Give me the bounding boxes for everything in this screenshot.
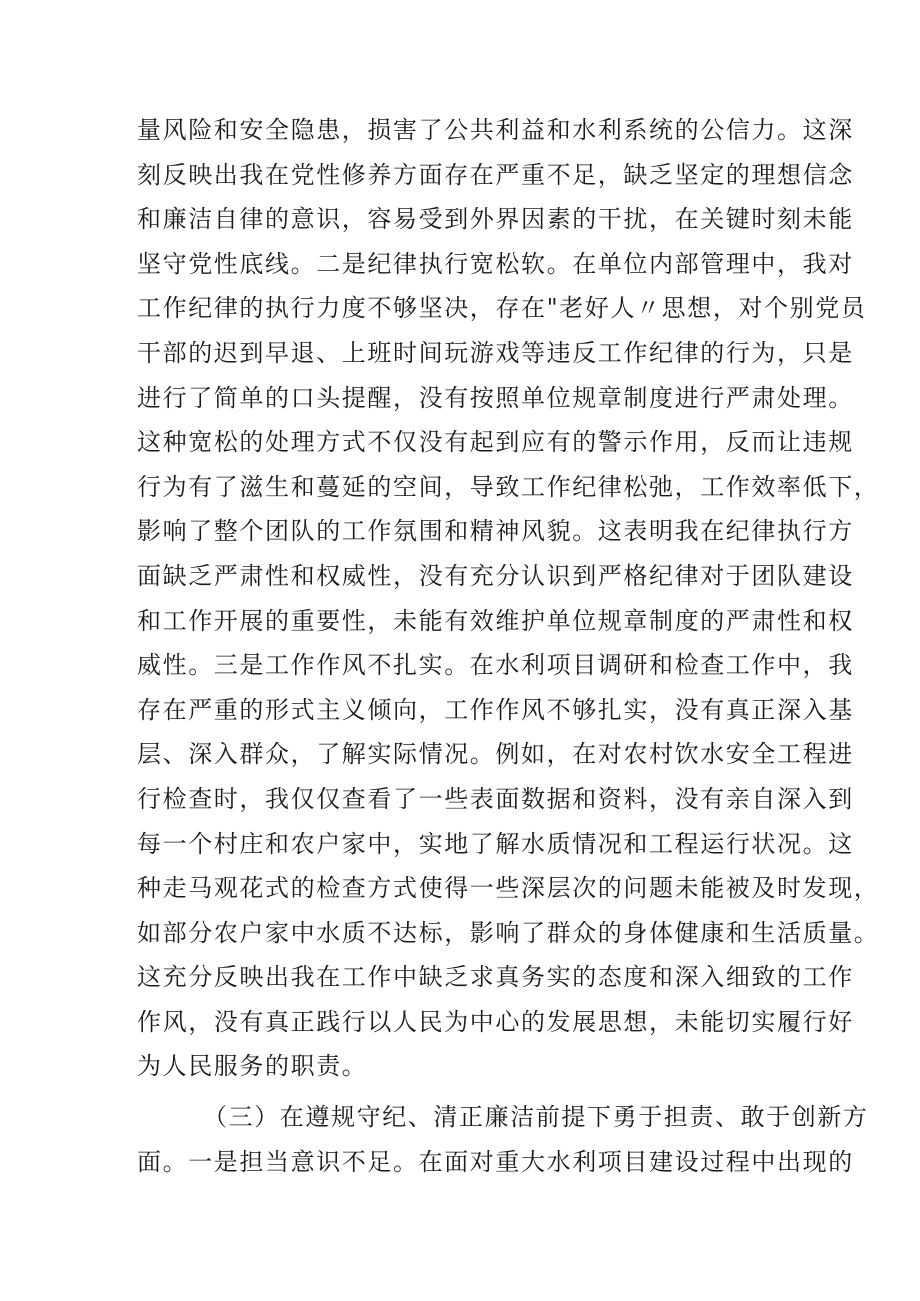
text-line: 行为有了滋生和蔓延的空间，导致工作纪律松弛，工作效率低下， [137, 472, 880, 501]
text-line: 行检查时，我仅仅查看了一些表面数据和资料，没有亲自深入到 [137, 784, 854, 813]
text-line: 这充分反映出我在工作中缺乏求真务实的态度和深入细致的工作 [137, 963, 854, 992]
text-line: 每一个村庄和农户家中，实地了解水质情况和工程运行状况。这 [137, 829, 854, 858]
text-line: 威性。三是工作作风不扎实。在水利项目调研和检查工作中，我 [137, 651, 854, 680]
text-line: 工作纪律的执行力度不够坚决，存在"老好人〃思想，对个别党员 [137, 294, 867, 323]
text-line: 和廉洁自律的意识，容易受到外界因素的干扰，在关键时刻未能 [137, 205, 854, 234]
text-line: 刻反映出我在党性修养方面存在严重不足，缺乏坚定的理想信念 [137, 160, 854, 189]
text-line: 作风，没有真正践行以人民为中心的发展思想，未能切实履行好 [137, 1007, 854, 1036]
text-line: （三）在遵规守纪、清正廉洁前提下勇于担责、敢于创新方 [203, 1103, 869, 1132]
text-line: 坚守党性底线。二是纪律执行宽松软。在单位内部管理中，我对 [137, 249, 854, 278]
paragraph-1 [137, 108, 880, 1089]
text-line: 影响了整个团队的工作氛围和精神风貌。这表明我在纪律执行方 [137, 517, 854, 546]
text-line: 量风险和安全隐患，损害了公共利益和水利系统的公信力。这深 [137, 116, 854, 144]
document-body [137, 108, 880, 1184]
text-line: 干部的迟到早退、上班时间玩游戏等违反工作纪律的行为，只是 [137, 338, 854, 367]
text-line: 种走马观花式的检查方式使得一些深层次的问题未能被及时发现， [137, 874, 880, 903]
text-line: 这种宽松的处理方式不仅没有起到应有的警示作用，反而让违规 [137, 428, 854, 457]
text-line: 面缺乏严肃性和权威性，没有充分认识到严格纪律对于团队建设 [137, 561, 854, 590]
text-line: 面。一是担当意识不足。在面对重大水利项目建设过程中出现的 [137, 1147, 854, 1176]
text-line: 如部分农户家中水质不达标，影响了群众的身体健康和生活质量。 [137, 918, 880, 947]
text-line: 和工作开展的重要性，未能有效维护单位规章制度的严肃性和权 [137, 606, 854, 635]
text-line: 为人民服务的职责。 [137, 1052, 368, 1081]
text-line: 层、深入群众，了解实际情况。例如，在对农村饮水安全工程进 [137, 740, 854, 769]
text-line: 进行了简单的口头提醒，没有按照单位规章制度进行严肃处理。 [137, 383, 854, 412]
text-line: 存在严重的形式主义倾向，工作作风不够扎实，没有真正深入基 [137, 695, 854, 724]
paragraph-2 [137, 1095, 869, 1184]
